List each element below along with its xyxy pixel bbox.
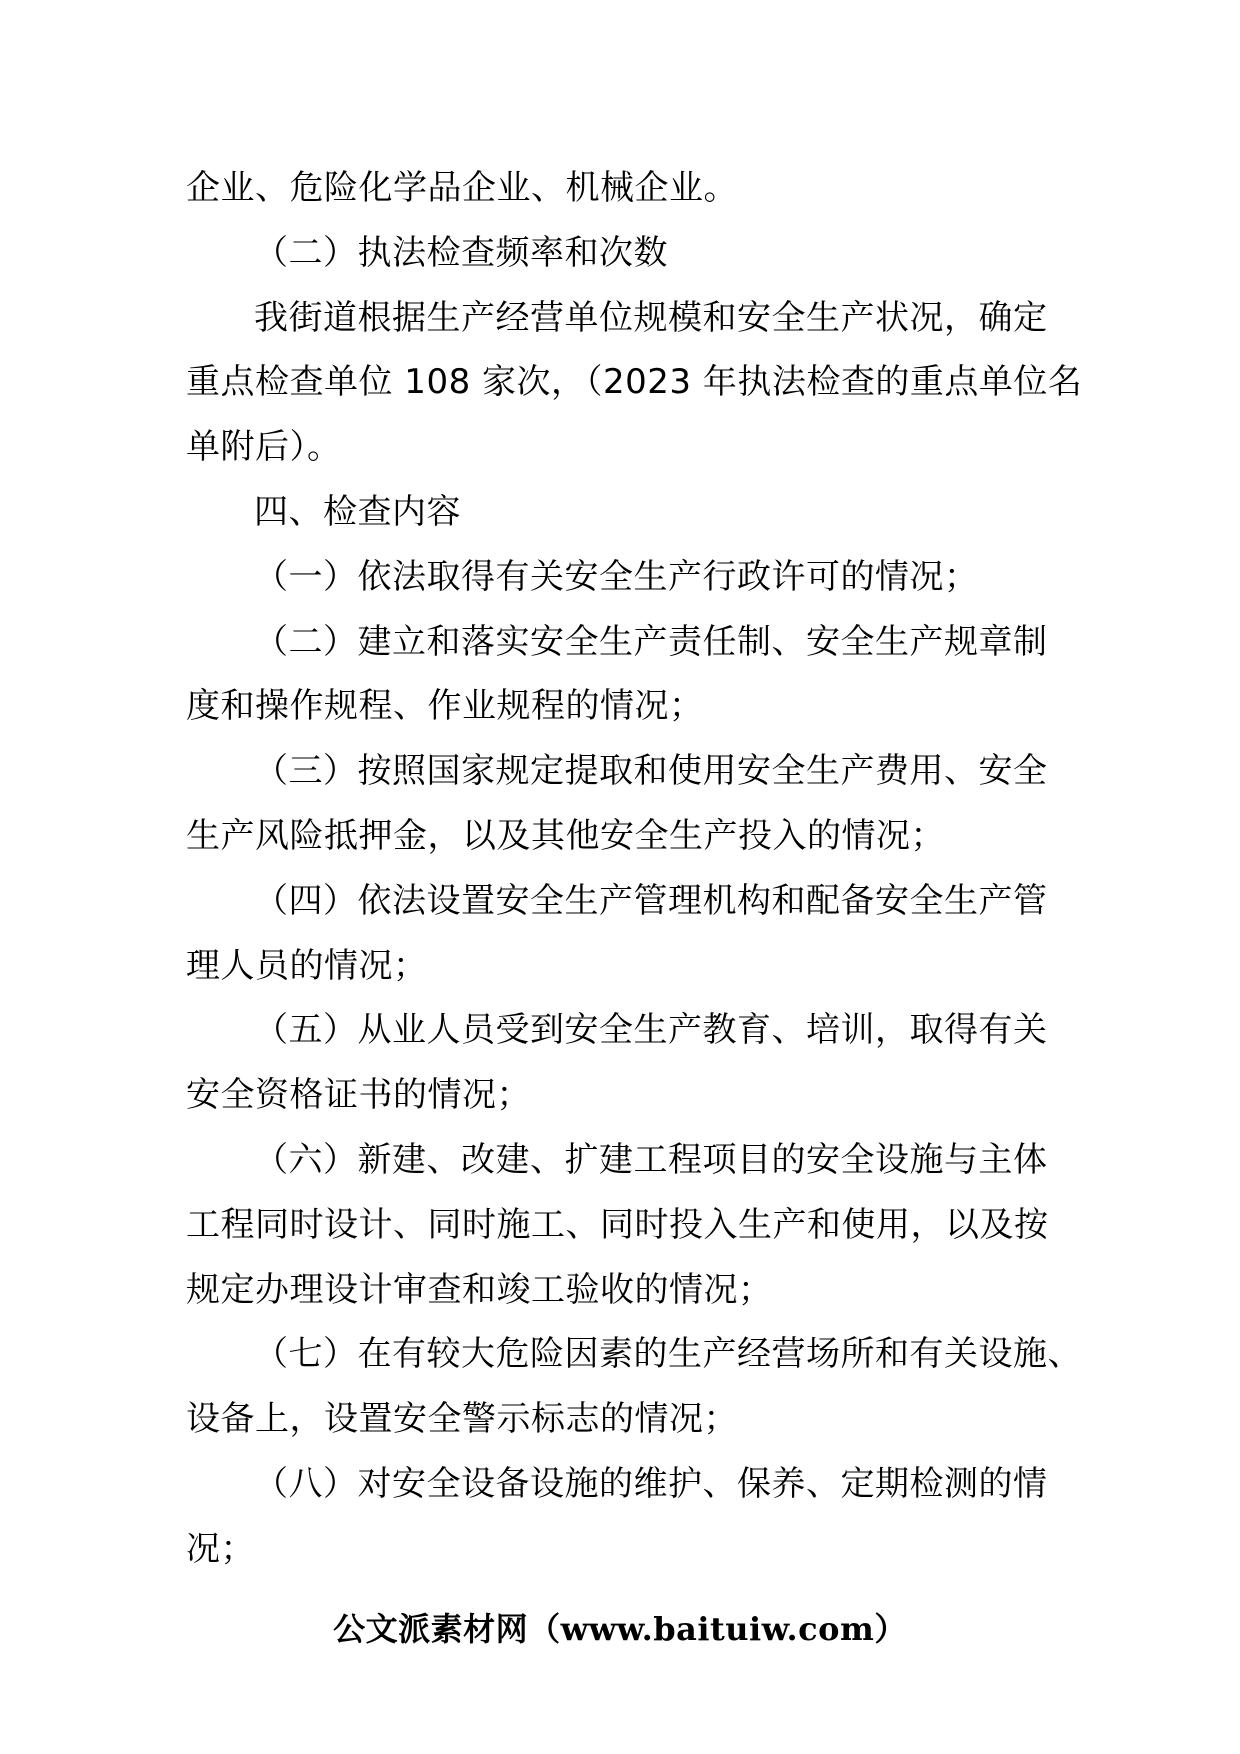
text-line: 单附后）。 bbox=[186, 427, 342, 468]
text-line: 规定办理设计审查和竣工验收的情况； bbox=[186, 1269, 773, 1310]
text-line: 工程同时设计、同时施工、同时投入生产和使用，以及按 bbox=[186, 1204, 1049, 1245]
text-line: （八）对安全设备设施的维护、保养、定期检测的情 bbox=[254, 1463, 1048, 1504]
text-line: 设备上，设置安全警示标志的情况； bbox=[186, 1399, 738, 1440]
text-line: 安全资格证书的情况； bbox=[186, 1075, 531, 1116]
text-line: （三）按照国家规定提取和使用安全生产费用、安全 bbox=[254, 751, 1048, 792]
document-body bbox=[186, 156, 1083, 1582]
text-line: （二）建立和落实安全生产责任制、安全生产规章制 bbox=[254, 621, 1048, 662]
section-heading: 四、检查内容 bbox=[254, 491, 461, 532]
text-line: 重点检查单位 108 家次，（2023 年执法检查的重点单位名 bbox=[186, 362, 1083, 403]
text-line: 理人员的情况； bbox=[186, 945, 428, 986]
text-line: 度和操作规程、作业规程的情况； bbox=[186, 686, 704, 727]
text-line: 企业、危险化学品企业、机械企业。 bbox=[186, 168, 738, 208]
footer-watermark: 公文派素材网（www.baituiw.com） bbox=[333, 1610, 907, 1648]
text-line: （五）从业人员受到安全生产教育、培训，取得有关 bbox=[254, 1010, 1048, 1051]
text-line: （六）新建、改建、扩建工程项目的安全设施与主体 bbox=[254, 1139, 1048, 1180]
text-line: 我街道根据生产经营单位规模和安全生产状况，确定 bbox=[254, 297, 1048, 338]
text-line: （四）依法设置安全生产管理机构和配备安全生产管 bbox=[254, 880, 1048, 921]
text-line: 况； bbox=[186, 1528, 255, 1569]
text-line: （一）依法取得有关安全生产行政许可的情况； bbox=[254, 556, 979, 597]
text-line: 生产风险抵押金，以及其他安全生产投入的情况； bbox=[186, 815, 945, 856]
text-line: （七）在有较大危险因素的生产经营场所和有关设施、 bbox=[254, 1334, 1082, 1375]
text-line: （二）执法检查频率和次数 bbox=[254, 232, 668, 273]
